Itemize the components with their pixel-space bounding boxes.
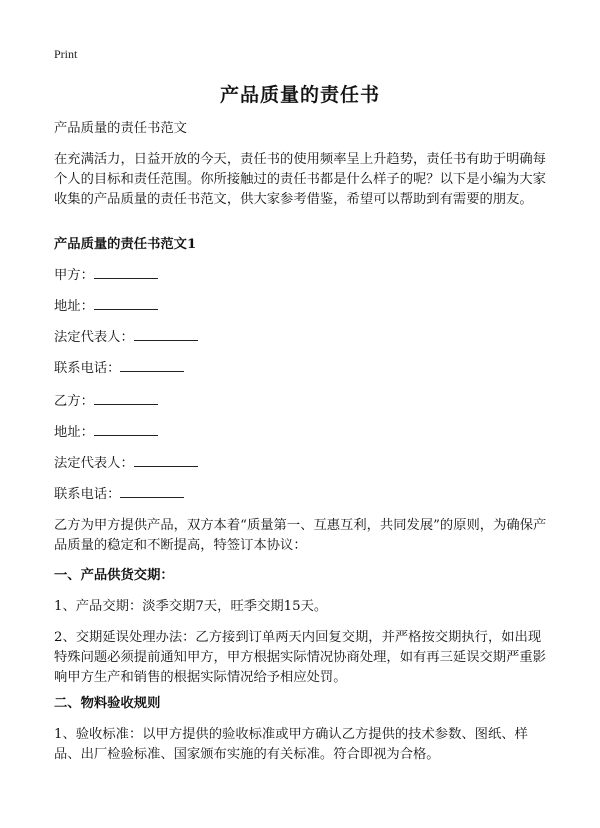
clause-paragraph: 1、验收标准：以甲方提供的验收标准或甲方确认乙方提供的技术参数、图纸、样品、出厂检验标准、国家颁布实施的有关标准。符合即视为合格。 — [54, 727, 528, 762]
phone-b-field — [54, 485, 548, 505]
field-label: 法定代表人： — [54, 330, 134, 345]
party-b-field — [54, 392, 548, 412]
intro-paragraph: 在充满活力，日益开放的今天，责任书的使用频率呈上升趋势，责任书有助于明确每个人的目标和责任范围。你所接触过的责任书都是什么样子的呢？以下是小编为大家收集的产品质量的责任书范文，供大家参考借鉴，希望可以帮助到有需要的朋友。 — [54, 152, 546, 207]
blank-line — [94, 266, 158, 279]
field-label: 联系电话： — [54, 487, 121, 502]
blank-line — [120, 359, 184, 372]
field-label: 乙方： — [54, 394, 94, 409]
party-a-field — [54, 266, 548, 286]
document-title: 产品质量的责任书 — [219, 84, 380, 106]
phone-a-field — [54, 359, 548, 379]
field-label: 联系电话： — [54, 361, 121, 376]
blank-line — [94, 392, 158, 405]
blank-line — [134, 328, 198, 341]
blank-line — [94, 297, 158, 310]
clause-paragraph: 2、交期延误处理办法：乙方接到订单两天内回复交期，并严格按交期执行，如出现特殊问题必须提前通知甲方，甲方根据实际情况协商处理，如有再三延误交期严重影响甲方生产和销售的根据实际情况给予相应处罚。 — [54, 630, 546, 685]
clause-paragraph: 1、产品交期：淡季交期7天，旺季交期15天。 — [54, 599, 328, 614]
legal-rep-b-field — [54, 454, 548, 474]
field-label: 地址： — [54, 299, 94, 314]
print-link[interactable]: Print — [54, 47, 78, 61]
field-label: 地址： — [54, 425, 94, 440]
blank-line — [94, 423, 158, 436]
section-heading: 二、物料验收规则 — [54, 696, 161, 711]
field-label: 法定代表人： — [54, 456, 134, 471]
address-a-field — [54, 297, 548, 317]
section-heading: 产品质量的责任书范文1 — [54, 237, 197, 252]
blank-line — [134, 454, 198, 467]
blank-line — [120, 485, 184, 498]
field-label: 甲方： — [54, 268, 94, 283]
legal-rep-a-field — [54, 328, 548, 348]
document-subtitle: 产品质量的责任书范文 — [54, 121, 187, 136]
address-b-field — [54, 423, 548, 443]
agreement-intro-paragraph: 乙方为甲方提供产品，双方本着“质量第一、互惠互利，共同发展”的原则，为确保产品质量的稳定和不断提高，特签订本协议： — [54, 518, 547, 553]
section-heading: 一、产品供货交期： — [54, 568, 174, 583]
